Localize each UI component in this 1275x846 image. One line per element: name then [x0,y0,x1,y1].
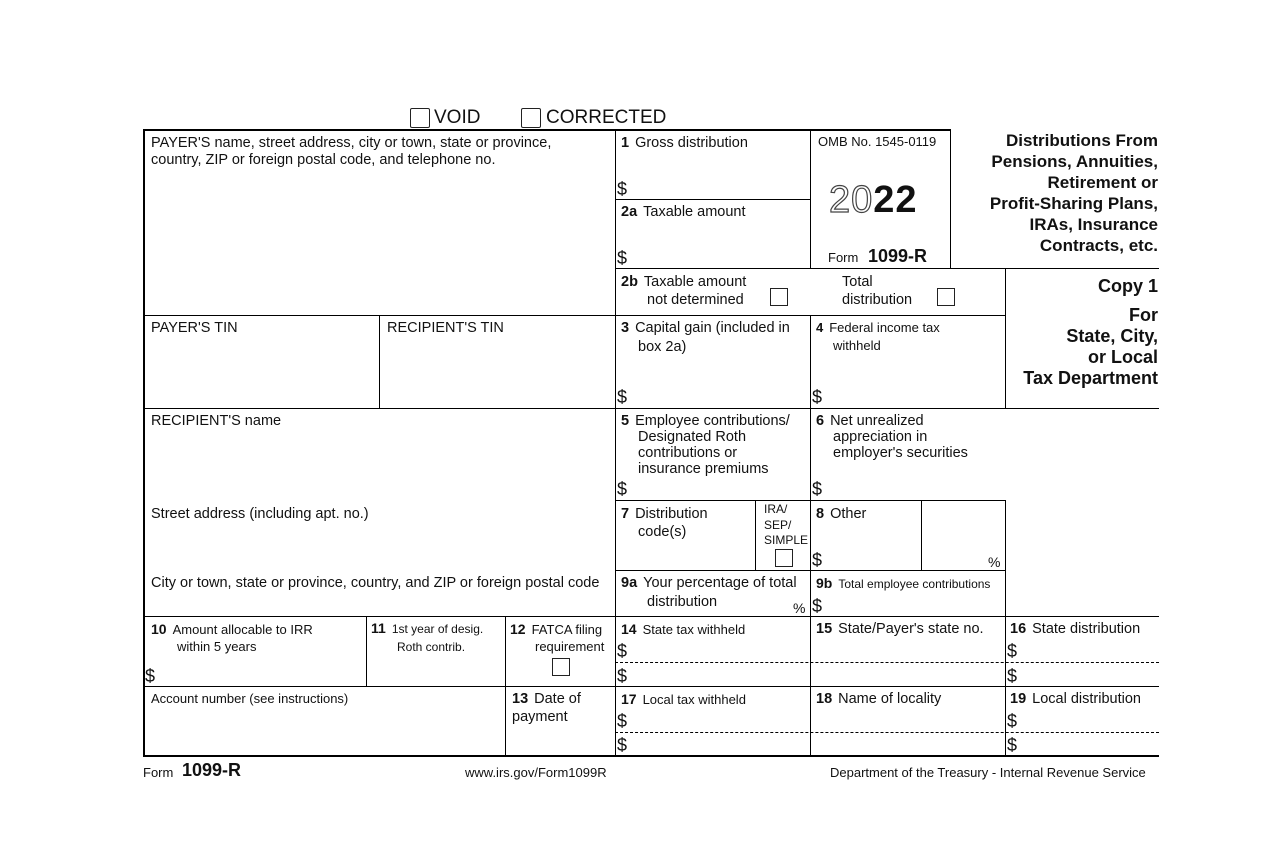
box5-label-line2: Designated Roth [638,429,747,445]
box18-locality-field-1[interactable] [813,710,1003,730]
box17-label: 17 Local tax withheld [621,691,746,707]
ira-sep-simple-label-line1: IRA/ [764,502,788,516]
box19-local-distribution-field-2[interactable] [1020,734,1158,754]
street-address-label: Street address (including apt. no.) [151,506,369,522]
box14-label: 14 State tax withheld [621,621,746,637]
box13-date-of-payment-field[interactable] [508,728,612,753]
recipient-name-label: RECIPIENT'S name [151,413,282,429]
box18-label: 18 Name of locality [816,691,942,707]
box10-label-line1: 10 Amount allocable to IRR [151,621,313,637]
box6-label-line2: appreciation in [833,429,928,445]
box8-label: 8 Other [816,506,867,522]
ira-sep-simple-checkbox[interactable] [775,549,793,567]
recipient-tin-label: RECIPIENT'S TIN [387,320,504,336]
payer-tin-label: PAYER'S TIN [151,320,238,336]
box7-label-line2: code(s) [638,524,687,540]
box7-distribution-code-field[interactable] [620,542,752,568]
payer-tin-field[interactable] [146,338,376,406]
box9a-label-line1: 9a Your percentage of total [621,575,797,591]
box6-label-line3: employer's securities [833,445,968,461]
box5-label-line1: 5 Employee contributions/ [621,413,790,429]
corrected-checkbox[interactable] [521,108,541,128]
box19-dollar-1: $ [1007,711,1018,731]
total-distribution-label-line1: Total [842,274,873,290]
box1-dollar: $ [617,179,628,199]
box6-label-line1: 6 Net unrealized [816,413,924,429]
box8-dollar: $ [812,550,823,570]
box9b-dollar: $ [812,596,823,616]
box10-dollar: $ [145,666,156,686]
box2b-not-determined-checkbox[interactable] [770,288,788,306]
box17-local-tax-field-1[interactable] [630,710,808,730]
box19-label: 19 Local distribution [1010,691,1141,707]
box4-label-line1: 4 Federal income tax [816,320,940,335]
box18-locality-field-2[interactable] [813,734,1003,754]
copy-designation: Copy 1 For State, City, or Local Tax Department [1023,276,1158,388]
box16-dollar-2: $ [1007,666,1018,686]
box17-dollar-1: $ [617,711,628,731]
box14-dollar-2: $ [617,666,628,686]
box4-label-line2: withheld [833,338,881,353]
void-checkbox[interactable] [410,108,430,128]
street-address-field[interactable] [146,524,612,572]
box11-label-line1: 11 1st year of desig. [371,620,484,636]
box15-label: 15 State/Payer's state no. [816,621,984,637]
box6-dollar: $ [812,479,823,499]
box12-label-line1: 12 FATCA filing [510,621,603,637]
footer-agency: Department of the Treasury - Internal Revenue Service [830,765,1146,780]
box12-fatca-checkbox[interactable] [552,658,570,676]
box19-local-distribution-field-1[interactable] [1020,710,1158,730]
box3-capital-gain-field[interactable] [630,360,808,406]
box16-state-distribution-field-2[interactable] [1020,665,1158,685]
box17-local-tax-field-2[interactable] [630,734,808,754]
box9a-label-line2: distribution [647,594,718,610]
box9b-label: 9b Total employee contributions [816,575,991,591]
box9b-employee-contributions-field[interactable] [825,594,1003,614]
box5-employee-contributions-field[interactable] [630,478,808,498]
account-number-field[interactable] [146,710,502,753]
footer-form-number: 1099-R [182,760,242,780]
box6-unrealized-appreciation-field[interactable] [825,466,1003,498]
box5-dollar: $ [617,479,628,499]
box13-label-line1: 13 Date of [512,691,581,707]
footer-url: www.irs.gov/Form1099R [465,765,607,780]
box4-dollar: $ [812,387,823,407]
box14-dollar-1: $ [617,641,628,661]
omb-number: OMB No. 1545-0119 [818,134,937,149]
void-label: VOID [434,107,481,128]
recipient-tin-field[interactable] [382,338,612,406]
account-number-label: Account number (see instructions) [151,691,349,706]
box14-state-tax-field-2[interactable] [630,665,808,685]
form-number: 1099-R [868,246,928,266]
box16-state-distribution-field-1[interactable] [1020,640,1158,660]
box14-state-tax-field-1[interactable] [630,640,808,660]
box19-dollar-2: $ [1007,735,1018,755]
box2b-label-line2: not determined [647,292,744,308]
box2a-label: 2a Taxable amount [621,204,746,220]
box16-dollar-1: $ [1007,641,1018,661]
box12-label-line2: requirement [535,639,605,654]
box11-roth-year-field[interactable] [370,658,502,684]
ira-sep-simple-label-line2: SEP/ [764,518,792,532]
box8-percent: % [988,554,1001,570]
footer-form-word: Form [143,765,174,780]
box3-label-line2: box 2a) [638,339,687,355]
box2b-label-line1: 2b Taxable amount [621,274,747,290]
box5-label-line3: contributions or [638,445,738,461]
box16-label: 16 State distribution [1010,621,1141,637]
box7-label-line1: 7 Distribution [621,506,708,522]
form-word: Form [828,250,859,265]
box1-label: 1 Gross distribution [621,135,748,151]
box13-label-line2: payment [512,709,568,725]
box9a-percentage-field[interactable] [730,596,790,614]
tax-year: 2022 [829,179,918,221]
box4-federal-tax-field[interactable] [825,360,1003,406]
box15-state-number-field-1[interactable] [813,640,1003,660]
total-distribution-label-line2: distribution [842,292,913,308]
payer-name-field[interactable] [146,172,612,312]
payer-name-label-line1: PAYER'S name, street address, city or town, state or province, [151,135,552,151]
box9a-percent: % [793,600,806,616]
box2a-taxable-amount-field[interactable] [630,226,808,266]
box3-label-line1: 3 Capital gain (included in [621,320,790,336]
box8-other-percent-field[interactable] [924,528,988,568]
box2a-dollar: $ [617,248,628,268]
box11-label-line2: Roth contrib. [397,640,466,654]
city-state-label: City or town, state or province, country, and ZIP or foreign postal code [151,575,600,591]
box15-state-number-field-2[interactable] [813,665,1003,685]
total-distribution-checkbox[interactable] [937,288,955,306]
form-title: Distributions From Pensions, Annuities, Retirement or Profit-Sharing Plans, IRAs, Insurance Contracts, etc. [989,131,1158,255]
city-state-field[interactable] [146,594,612,614]
box10-irr-amount-field[interactable] [160,658,364,684]
box8-other-amount-field[interactable] [825,528,919,568]
box10-label-line2: within 5 years [177,639,257,654]
corrected-label: CORRECTED [546,107,667,128]
box17-dollar-2: $ [617,735,628,755]
ira-sep-simple-label-line3: SIMPLE [764,533,809,547]
box5-label-line4: insurance premiums [638,461,769,477]
box1-gross-distribution-field[interactable] [630,160,808,198]
payer-name-label-line2: country, ZIP or foreign postal code, and telephone no. [151,152,496,168]
recipient-name-field[interactable] [146,432,612,500]
box3-dollar: $ [617,387,628,407]
